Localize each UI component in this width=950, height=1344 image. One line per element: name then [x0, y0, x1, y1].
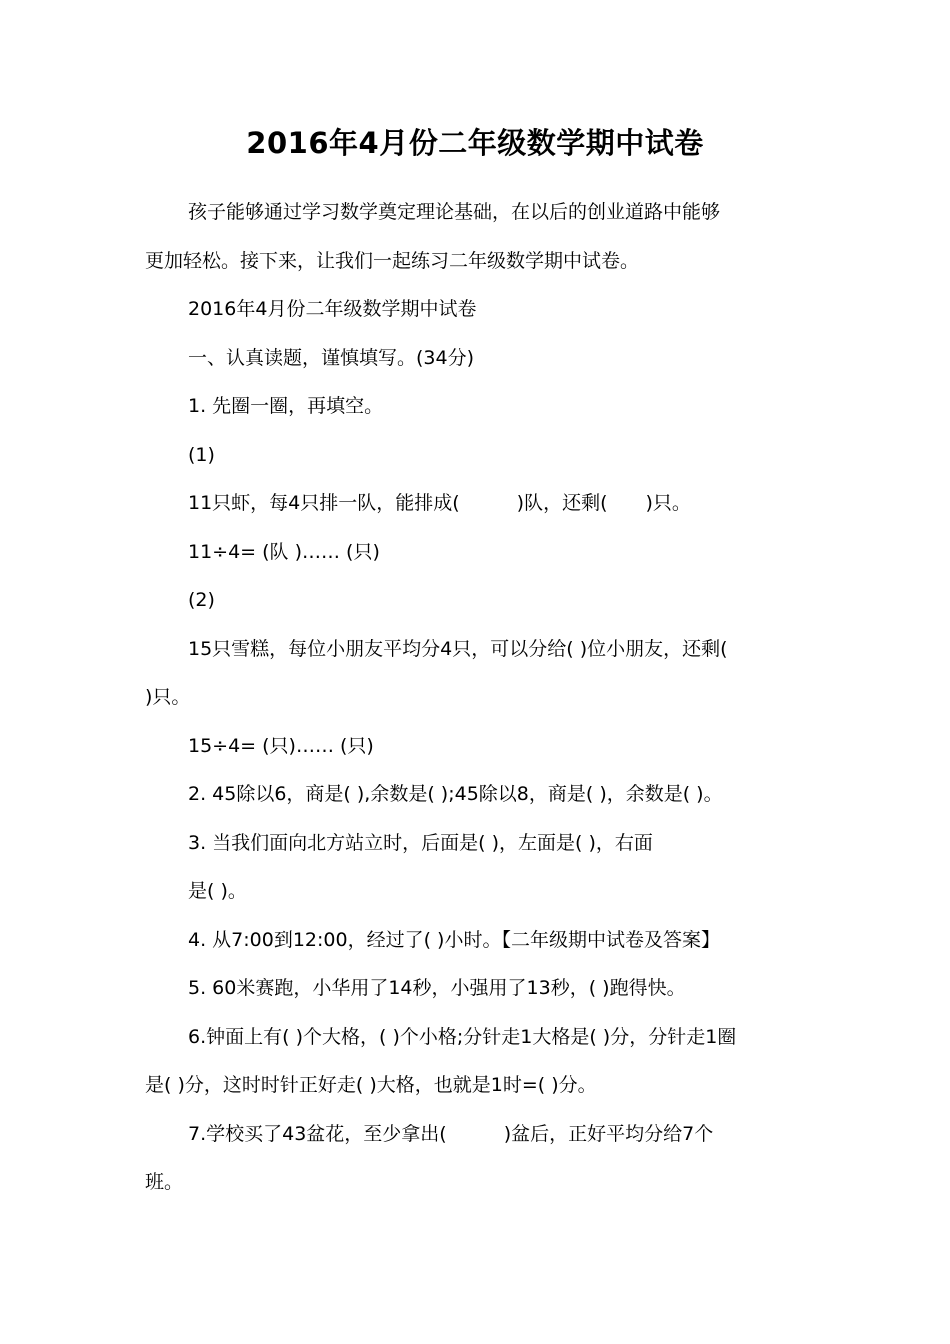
paragraph-line: 更加轻松。接下来，让我们一起练习二年级数学期中试卷。 [145, 249, 640, 272]
question-line: 4. 从7:00到12:00，经过了( )小时。【二年级期中试卷及答案】 [188, 928, 720, 951]
question-line: 3. 当我们面向北方站立时，后面是( )，左面是( )，右面 [188, 831, 653, 854]
question-line: 2. 45除以6，商是( ),余数是( );45除以8，商是( )，余数是( )。 [188, 783, 723, 805]
question-line: 7.学校买了43盆花，至少拿出( )盆后，正好平均分给7个 [188, 1122, 714, 1145]
question-line: 班。 [145, 1171, 184, 1193]
section-heading: 一、认真读题，谨慎填写。(34分) [188, 346, 475, 369]
question-line: 5. 60米赛跑，小华用了14秒，小强用了13秒，( )跑得快。 [188, 977, 686, 999]
question-line: 1. 先圈一圈，再填空。 [188, 395, 384, 417]
paragraph-line: 2016年4月份二年级数学期中试卷 [188, 298, 477, 320]
document-title: 2016年4月份二年级数学期中试卷 [246, 126, 704, 160]
question-line: 15÷4= (只)…… (只) [188, 734, 374, 757]
question-line: 11只虾，每4只排一队，能排成( )队，还剩( )只。 [188, 492, 691, 514]
paragraph-line: 孩子能够通过学习数学奠定理论基础，在以后的创业道路中能够 [188, 201, 721, 223]
question-line: 是( )。 [188, 880, 247, 902]
question-line: )只。 [145, 686, 191, 708]
question-line: 11÷4= (队 )…… (只) [188, 540, 380, 563]
question-line: 是( )分，这时时针正好走( )大格，也就是1时=( )分。 [145, 1074, 597, 1096]
question-line: (1) [188, 443, 215, 466]
question-line: 15只雪糕，每位小朋友平均分4只，可以分给( )位小朋友，还剩( [188, 637, 728, 660]
document-body [145, 188, 813, 1207]
question-line: (2) [188, 589, 215, 611]
question-line: 6.钟面上有( )个大格，( )个小格;分针走1大格是( )分，分针走1圈 [188, 1025, 737, 1048]
